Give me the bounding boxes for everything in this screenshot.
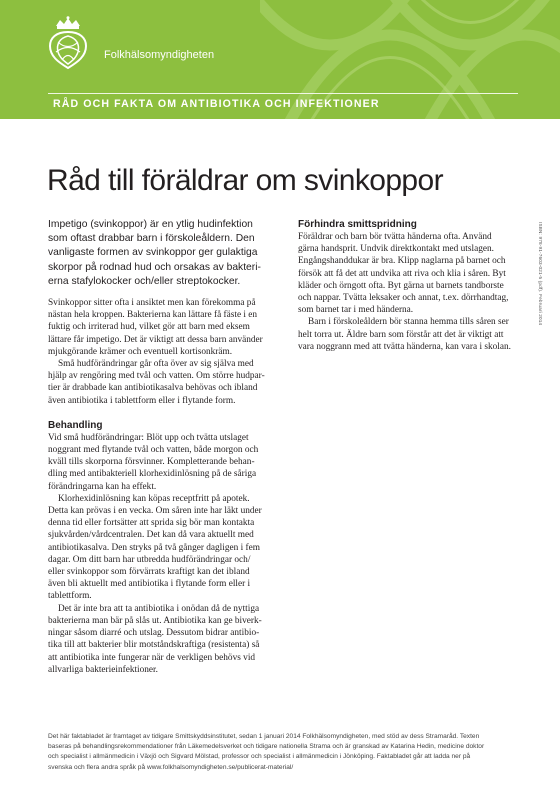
- right-column: [298, 218, 524, 353]
- text-line: bakterierna man bär på slås ut. Antibiotika kan ge biverk-: [48, 615, 262, 626]
- text-line: försök att få det att undvika att riva och klia i såren. Byt: [298, 268, 506, 279]
- text-line: helt torra ut. Äldre barn som förstår att det är viktigt att: [298, 329, 504, 340]
- text-line: som oftast drabbar barn i förskoleåldern. Den: [48, 233, 255, 245]
- text-line: Vid små hudförändringar: Blöt upp och tvätta utslaget: [48, 432, 249, 443]
- text-line: sjukvården/vårdcentralen. Det kan då vara aktuellt med: [48, 530, 254, 541]
- text-line: svenska och flera andra språk på www.folkhalsomyndigheten.se/publicerat-material/: [48, 763, 294, 771]
- text-line: Svinkoppor sitter ofta i ansiktet men kan förekomma på: [48, 298, 256, 309]
- text-line: allvarliga bakterieinfektioner.: [48, 664, 158, 675]
- text-line: kväll tills skorporna försvinner. Kompletterande behan-: [48, 457, 255, 468]
- agency-name: Folkhälsomyndigheten: [104, 49, 215, 61]
- text-line: nästan hela kroppen. Bakterierna kan lättare få fäste i en: [48, 310, 258, 321]
- text-line: Detta kan prövas i en vecka. Om såren inte har läkt under: [48, 506, 262, 517]
- text-line: Engångshanddukar är bra. Klipp naglarna på barnet och: [298, 256, 506, 267]
- text-line: som barnet tar i med händerna.: [298, 305, 414, 316]
- body-paragraph: [48, 493, 278, 603]
- section-heading-prevent-spread: Förhindra smittspridning: [298, 219, 417, 230]
- text-line: ningar såsom diarré och utslag. Dessutom bidrar antibio-: [48, 628, 260, 639]
- body-paragraph: [48, 297, 278, 358]
- text-line: vanligaste formen av svinkoppor ger gulaktiga: [48, 247, 258, 259]
- text-line: att antibiotika inte fungerar när de verkligen behövs vid: [48, 652, 256, 663]
- text-line: Impetigo (svinkoppor) är en ytlig hudinfektion: [48, 219, 253, 230]
- document-title: Råd till föräldrar om svinkoppor: [47, 164, 443, 197]
- body-paragraph: [48, 432, 278, 493]
- text-line: Små hudförändringar går ofta över av sig själva med: [58, 359, 254, 370]
- text-line: även antibiotika i tablettform eller i flytande form.: [48, 395, 236, 406]
- text-line: kläder och örngott ofta. Byt gärna ut barnets tandborste: [298, 280, 504, 291]
- agency-logo: [42, 16, 94, 81]
- text-line: tablettform.: [48, 591, 92, 602]
- text-line: eller svinkoppor som förvärrats kraftigt kan det ibland: [48, 567, 250, 578]
- series-subtitle: RÅD OCH FAKTA OM ANTIBIOTIKA OCH INFEKTIONER: [53, 98, 380, 110]
- text-line: tika till att bakterier blir motståndskraftiga (resistenta) så: [48, 640, 260, 651]
- text-line: Klorhexidinlösning kan köpas receptfritt på apotek.: [58, 493, 250, 504]
- footer-note: [48, 732, 536, 773]
- text-line: erna stafylokocker och/eller streptokocker.: [48, 275, 241, 287]
- text-line: vara noggrann med att tvätta händerna, kan vara i skolan.: [298, 341, 511, 352]
- text-line: antibiotikasalva. Den stryks på två gånger dagligen i fem: [48, 542, 260, 553]
- text-line: hjälp av rengöring med tvål och vatten. Om större hudpar-: [48, 371, 265, 382]
- text-line: skorpor på rodnad hud och orsakas av bakteri-: [48, 261, 261, 273]
- text-line: och specialist i allmänmedicin i Växjö och Sigvard Mölstad, professor och specialist i allmänmedicin i Jönköping. Faktabladet går att ladda ner på: [48, 753, 471, 761]
- text-line: lättare får impetigo. Det är viktigt att dessa barn använder: [48, 334, 263, 345]
- text-line: fuktig och irriterad hud, vilket gör att barn med eksem: [48, 322, 250, 333]
- left-column: [48, 218, 278, 676]
- isbn-side-code: ISBN: 978-91-7603-021-5 (pdf). Februari 2014: [538, 222, 543, 326]
- text-line: även bli aktuellt med antibiotika i flytande form eller i: [48, 579, 251, 590]
- body-paragraph: [48, 358, 278, 407]
- header-divider: [48, 93, 518, 94]
- body-paragraph: [48, 603, 278, 676]
- body-paragraph: [298, 231, 524, 316]
- text-line: noggrant med flytande tvål och vatten, både morgon och: [48, 445, 259, 456]
- text-line: denna tid eller fortsätter att sprida sig bör man kontakta: [48, 518, 255, 529]
- text-line: förändringarna kan ha effekt.: [48, 481, 157, 492]
- text-line: Föräldrar och barn bör tvätta händerna ofta. Använd: [298, 232, 492, 242]
- text-line: baseras på behandlingsrekommendationer från Läkemedelsverket och tidigare nationella Strama och är granskad av Katarina Hedin, medicine doktor: [48, 743, 485, 751]
- text-line: Barn i förskoleåldern bör stanna hemma tills såren ser: [308, 317, 509, 328]
- crown-shield-logo-icon: [42, 16, 94, 76]
- text-line: tier är drabbade kan antibiotikasalva behövas och ibland: [48, 383, 258, 394]
- header-band: [0, 0, 560, 119]
- lead-paragraph: [48, 218, 278, 289]
- text-line: och nappar. Tvätta leksaker och annat, t.ex. dörrhandtag,: [298, 293, 509, 304]
- text-line: dling med antibakteriell klorhexidinlösning på de såriga: [48, 469, 257, 480]
- text-line: dagar. Om ditt barn har utbredda hudförändringar och/: [48, 554, 251, 565]
- text-line: gärna handsprit. Undvik direktkontakt med utslagen.: [298, 244, 494, 255]
- body-paragraph: [298, 316, 524, 353]
- text-line: Det är inte bra att ta antibiotika i onödan då de nyttiga: [58, 603, 260, 614]
- section-heading-treatment: Behandling: [48, 419, 103, 431]
- text-line: mjukgörande krämer och eventuell kortisonkräm.: [48, 346, 233, 357]
- text-line: Det här faktabladet är framtaget av tidigare Smittskyddsinstitutet, sedan 1 januari 2014 Folkhälsomyndigheten, med stöd av dess Stramaråd. Texten: [48, 733, 480, 740]
